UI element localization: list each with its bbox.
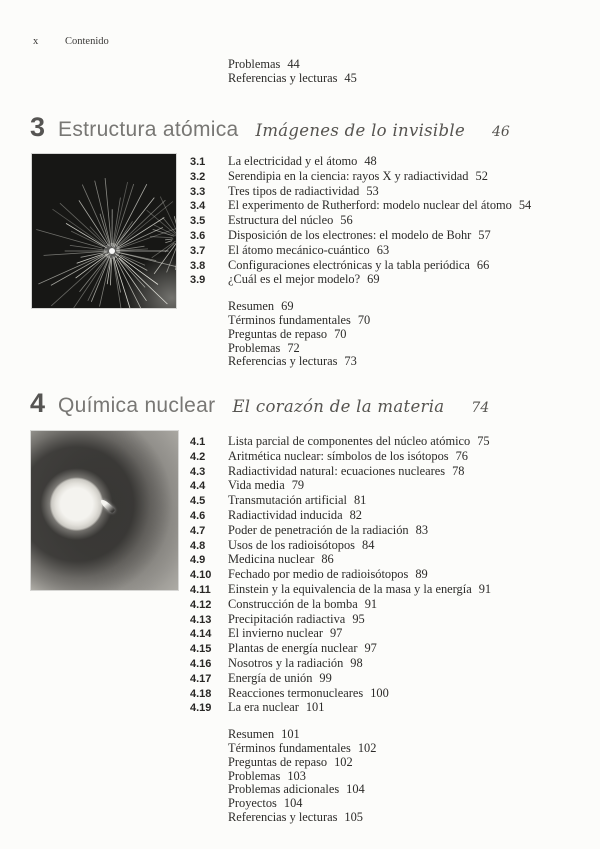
section-number: 4.2	[190, 450, 206, 463]
section-title: Energía de unión	[228, 670, 313, 685]
chapter-4-section-list	[190, 435, 491, 716]
toc-entry	[190, 687, 491, 702]
section-title: Configuraciones electrónicas y la tabla periódica	[228, 257, 470, 272]
section-page-number: 86	[321, 552, 334, 567]
toc-entry	[190, 479, 491, 494]
endmatter-entry	[228, 770, 491, 784]
endmatter-label: Preguntas de repaso	[228, 326, 328, 341]
section-number: 4.7	[190, 524, 206, 537]
endmatter-label: Proyectos	[228, 796, 277, 811]
section-page-number: 57	[478, 227, 491, 242]
endmatter-page-number: 45	[344, 70, 357, 85]
toc-entry	[190, 613, 491, 628]
section-page-number: 97	[364, 641, 377, 656]
endmatter-label: Resumen	[228, 727, 275, 742]
toc-entry	[190, 170, 531, 185]
endmatter-entry	[228, 783, 491, 797]
section-page-number: 78	[452, 463, 465, 478]
section-number: 4.6	[190, 509, 206, 522]
chapter-4-endmatter	[190, 728, 491, 825]
section-page-number: 98	[350, 655, 363, 670]
chapter-3-heading	[30, 112, 510, 143]
endmatter-entry	[228, 328, 531, 342]
section-title: La era nuclear	[228, 700, 299, 715]
toc-entry	[190, 524, 491, 539]
section-title: Usos de los radioisótopos	[228, 537, 356, 552]
section-title: Poder de penetración de la radiación	[228, 522, 409, 537]
endmatter-entry	[228, 728, 491, 742]
chapter-title: Estructura atómica	[58, 118, 239, 141]
toc-entry	[190, 229, 531, 244]
section-title: El átomo mecánico-cuántico	[228, 242, 370, 257]
section-number: 4.15	[190, 643, 212, 656]
chapter-number: 3	[30, 112, 46, 142]
section-title: El experimento de Rutherford: modelo nuclear del átomo	[228, 198, 512, 213]
section-page-number: 81	[353, 493, 367, 508]
section-title: La electricidad y el átomo	[228, 154, 358, 168]
previous-chapter-endmatter	[228, 58, 357, 86]
endmatter-page-number: 105	[344, 809, 363, 824]
section-page-number: 66	[476, 257, 490, 272]
section-title: Disposición de los electrones: el modelo de Bohr	[228, 227, 472, 242]
chapter-3-toc	[190, 155, 531, 369]
endmatter-page-number: 70	[357, 312, 371, 327]
chapter-3-block	[0, 112, 600, 382]
endmatter-label: Problemas adicionales	[228, 782, 340, 797]
section-page-number: 53	[366, 183, 379, 198]
endmatter-label: Preguntas de repaso	[228, 754, 328, 769]
chapter-subtitle: El corazón de la materia	[232, 397, 445, 416]
section-page-number: 76	[455, 448, 468, 463]
section-title: Radiactividad inducida	[228, 507, 343, 522]
chapter-4-heading	[30, 388, 489, 419]
section-title: Tres tipos de radiactividad	[228, 183, 360, 198]
toc-entry	[190, 199, 531, 214]
chapter-title: Química nuclear	[58, 394, 216, 417]
section-page-number: 52	[475, 168, 488, 183]
endmatter-page-number: 73	[344, 354, 357, 369]
toc-entry	[190, 657, 491, 672]
section-page-number: 75	[477, 434, 490, 448]
section-title: Reacciones termonucleares	[228, 685, 364, 700]
section-number: 3.8	[190, 259, 206, 272]
fireworks-illustration	[32, 154, 176, 308]
endmatter-label: Referencias y lecturas	[228, 354, 338, 369]
section-page-number: 79	[291, 478, 305, 493]
section-page-number: 82	[349, 507, 362, 522]
toc-entry	[190, 509, 491, 524]
section-number: 4.10	[190, 569, 212, 582]
endmatter-label: Términos fundamentales	[228, 312, 351, 327]
endmatter-label: Referencias y lecturas	[228, 70, 338, 85]
endmatter-page-number: 102	[357, 740, 377, 755]
toc-entry	[190, 701, 491, 716]
section-number: 4.16	[190, 657, 212, 670]
endmatter-page-number: 72	[287, 340, 300, 355]
section-title: Radiactividad natural: ecuaciones nucleares	[228, 463, 446, 478]
chapter-3-endmatter	[190, 300, 531, 369]
section-number: 4.3	[190, 465, 206, 478]
running-head-title: Contenido	[65, 36, 109, 47]
section-title: Aritmética nuclear: símbolos de los isótopos	[228, 448, 449, 463]
section-page-number: 48	[364, 154, 377, 168]
endmatter-entry	[228, 72, 357, 86]
section-number: 4.19	[190, 702, 212, 715]
section-number: 4.1	[190, 436, 206, 448]
section-number: 3.6	[190, 229, 206, 242]
section-page-number: 91	[478, 581, 492, 596]
sphere-streak-detail	[99, 498, 116, 514]
endmatter-label: Referencias y lecturas	[228, 809, 338, 824]
chapter-3-section-list	[190, 155, 531, 288]
endmatter-page-number: 101	[281, 727, 300, 742]
section-title: Medicina nuclear	[228, 552, 315, 567]
section-title: Plantas de energía nuclear	[228, 641, 358, 656]
section-page-number: 91	[364, 596, 378, 611]
endmatter-label: Problemas	[228, 340, 281, 355]
section-page-number: 84	[362, 537, 375, 552]
endmatter-entry	[228, 797, 491, 811]
endmatter-page-number: 103	[287, 768, 306, 783]
page-folio: x	[33, 36, 39, 47]
section-number: 4.4	[190, 480, 206, 493]
toc-entry	[190, 494, 491, 509]
endmatter-label: Problemas	[228, 57, 281, 71]
endmatter-page-number: 102	[334, 754, 353, 769]
toc-entry	[190, 185, 531, 200]
section-page-number: 95	[352, 611, 365, 626]
toc-entry	[190, 539, 491, 554]
section-page-number: 97	[329, 626, 343, 641]
toc-entry	[190, 259, 531, 274]
section-title: ¿Cuál es el mejor modelo?	[228, 272, 361, 287]
section-page-number: 100	[370, 685, 389, 700]
section-number: 4.18	[190, 687, 212, 700]
section-page-number: 69	[367, 272, 380, 287]
section-title: Transmutación artificial	[228, 493, 347, 508]
endmatter-entry	[228, 811, 491, 825]
section-number: 3.3	[190, 185, 206, 198]
endmatter-entry	[228, 314, 531, 328]
endmatter-page-number: 44	[287, 57, 300, 71]
toc-entry	[190, 553, 491, 568]
section-title: Fechado por medio de radioisótopos	[228, 567, 409, 582]
toc-entry	[190, 568, 491, 583]
chapter-subtitle: Imágenes de lo invisible	[255, 121, 466, 140]
section-number: 4.17	[190, 672, 212, 685]
toc-entry	[190, 244, 531, 259]
section-page-number: 89	[415, 567, 428, 582]
section-number: 4.13	[190, 613, 212, 626]
section-page-number: 83	[415, 522, 429, 537]
toc-entry	[190, 435, 491, 450]
section-title: Precipitación radiactiva	[228, 611, 346, 626]
section-title: El invierno nuclear	[228, 626, 323, 641]
endmatter-entry	[228, 342, 531, 356]
chapter-number: 4	[30, 388, 46, 418]
section-number: 4.14	[190, 628, 212, 641]
fireworks-photo	[32, 154, 176, 308]
toc-entry	[190, 465, 491, 480]
toc-entry	[190, 450, 491, 465]
section-title: Estructura del núcleo	[228, 213, 334, 228]
section-number: 3.5	[190, 215, 206, 228]
chapter-start-page: 74	[471, 400, 490, 416]
section-number: 4.12	[190, 598, 212, 611]
toc-entry	[190, 273, 531, 288]
chapter-start-page: 46	[492, 124, 510, 140]
endmatter-page-number: 70	[334, 326, 347, 341]
endmatter-label: Problemas	[228, 768, 281, 783]
section-page-number: 63	[376, 242, 390, 257]
endmatter-entry	[228, 58, 357, 72]
section-number: 3.1	[190, 156, 206, 168]
section-title: Nosotros y la radiación	[228, 655, 344, 670]
section-page-number: 101	[305, 700, 325, 715]
section-title: Einstein y la equivalencia de la masa y la energía	[228, 581, 472, 596]
section-number: 3.2	[190, 170, 206, 183]
endmatter-entry	[228, 756, 491, 770]
endmatter-label: Términos fundamentales	[228, 740, 351, 755]
toc-entry	[190, 642, 491, 657]
section-title: Lista parcial de componentes del núcleo atómico	[228, 434, 471, 448]
chapter-4-block	[0, 388, 600, 824]
section-page-number: 99	[319, 670, 332, 685]
section-number: 3.7	[190, 244, 206, 257]
section-title: Vida media	[228, 478, 285, 493]
chapter-4-toc	[190, 435, 491, 825]
section-page-number: 54	[518, 198, 532, 213]
toc-entry	[190, 583, 491, 598]
glowing-sphere-photo	[31, 431, 178, 590]
section-number: 3.9	[190, 274, 206, 287]
toc-entry	[190, 155, 531, 170]
endmatter-page-number: 104	[283, 796, 303, 811]
running-head	[33, 36, 109, 47]
section-number: 4.11	[190, 583, 211, 596]
section-title: Serendipia en la ciencia: rayos X y radiactividad	[228, 168, 469, 183]
toc-entry	[190, 627, 491, 642]
toc-entry	[190, 598, 491, 613]
endmatter-page-number: 104	[346, 782, 365, 797]
toc-entry	[190, 672, 491, 687]
section-number: 4.8	[190, 539, 206, 552]
endmatter-entry	[228, 355, 531, 369]
section-number: 4.9	[190, 554, 206, 567]
section-number: 3.4	[190, 200, 206, 213]
endmatter-page-number: 69	[281, 299, 294, 314]
toc-entry	[190, 214, 531, 229]
section-number: 4.5	[190, 495, 206, 508]
section-title: Construcción de la bomba	[228, 596, 358, 611]
endmatter-label: Resumen	[228, 299, 275, 314]
section-page-number: 56	[340, 213, 353, 228]
endmatter-entry	[228, 300, 531, 314]
endmatter-entry	[228, 742, 491, 756]
